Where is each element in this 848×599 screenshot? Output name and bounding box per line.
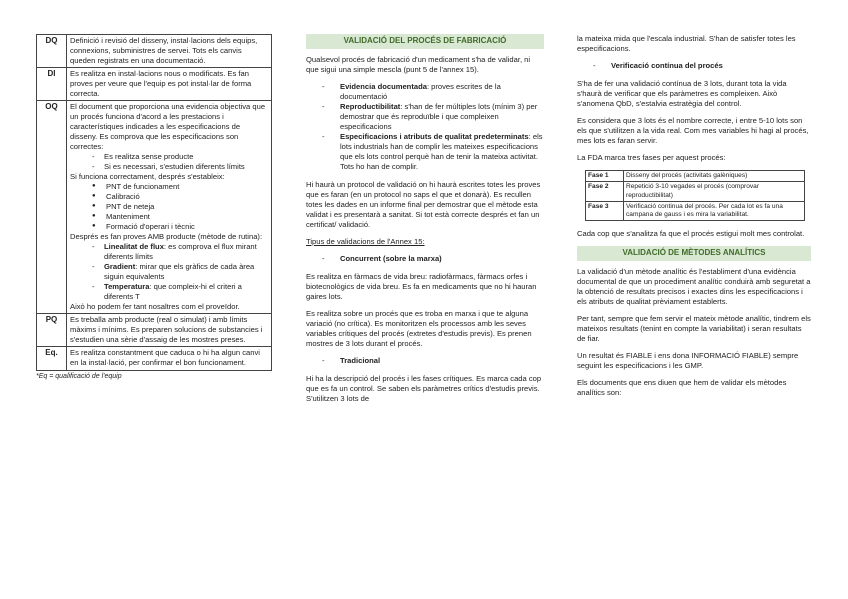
row-text: Es realitza constantment que caduca o hi ha algun canvi en la instal·lació, per confirmar el bon funcionament. — [67, 347, 272, 370]
requirements-list — [322, 82, 544, 172]
text-run: FIABLE — [625, 351, 653, 360]
list-item: ● Manteniment — [92, 212, 268, 222]
item-desc: : s'han de fer múltiples lots (mínim 3) per demostrar que és reproduïble i que compleixen especificacions — [340, 101, 538, 131]
annex-title: Tipus de validacions de l'Annex 15: — [306, 236, 425, 246]
test-desc: : es comprova el flux mirant diferents límits — [104, 242, 257, 262]
text-run: INFORMACIÓ FIABLE — [691, 351, 769, 360]
paragraph: La validació d'un mètode analític és l'establiment d'una evidència documental de que un procediment analític conduirà amb seguretat a la obtenció de resultats precisos i exactes dins les especificacions i els atributs de qualitat prèviament establerts. — [577, 266, 811, 306]
item-desc: : els lots industrials han de complir les mateixes especificacions que els lots control perquè han de tenir la mateixa activitat. Tots ho han de complir. — [340, 131, 543, 171]
test-term: Linealitat de flux — [104, 242, 164, 252]
list-item — [92, 262, 268, 282]
row-key: DI — [37, 68, 67, 101]
item-desc: : proves escrites de la documentació — [340, 81, 501, 101]
oq-tests — [92, 242, 268, 302]
test-desc: : que compleix-hi el criteri a diferents T — [104, 282, 242, 302]
traditional-subheading: - Tradicional — [322, 356, 544, 366]
qualification-table — [36, 34, 272, 371]
row-key: PQ — [37, 314, 67, 347]
item-term: Reproductibilitat — [340, 101, 401, 111]
paragraph: Hi ha la descripció del procés i les fases crítiques. Es marca cada cop que es fa un control. Se saben els paràmetres crítics d'estudis previs. S'utilitzen 3 lots de — [306, 373, 542, 403]
table-row — [586, 182, 805, 201]
oq-then: Després es fan proves AMB producte (mètode de rutina): — [70, 232, 263, 242]
qualification-column — [36, 34, 272, 381]
table-row — [37, 347, 272, 370]
paragraph: La FDA marca tres fases per aquest procés: — [577, 153, 726, 163]
oq-after: Si funciona correctament, després s'estableix: — [70, 172, 225, 182]
list-item: ● PNT de funcionament — [92, 182, 268, 192]
row-text: Es treballa amb producte (real o simulat) i amb límits màxims i mínims. Es preparen solucions de substancies i s'estudien una sèrie d'assaig de les mostres preses. — [67, 314, 272, 347]
list-item: ● Formació d'operari i tècnic — [92, 222, 268, 232]
oq-established — [92, 182, 268, 232]
paragraph: Es considera que 3 lots és el nombre correcte, i entre 5-10 lots son els que s'utilitzen a la vida real. Com mes variables hi hagi al procés, mes lots es faran servir. — [577, 116, 809, 146]
list-item — [92, 282, 268, 302]
text-run: Un resultat és — [577, 351, 626, 360]
row-key: DQ — [37, 35, 67, 68]
paragraph — [577, 351, 811, 371]
text-run: i ens dona — [652, 351, 692, 360]
phase-desc: Disseny del procés (activitats galèniques) — [624, 171, 805, 182]
list-item — [322, 102, 544, 132]
table-row — [37, 314, 272, 347]
table-row — [586, 201, 805, 220]
list-item: ● Calibració — [92, 192, 268, 202]
row-key: OQ — [37, 101, 67, 314]
phase-desc: Verificació continua del procés. Per cada lot es fa una campana de gauss i es mira la variabilitat. — [624, 201, 805, 220]
paragraph: Es realitza sobre un procés que es troba en marxa i que te alguna variació (no crítica). Es monitoritzen els processos amb les seves variables crítiques del procés (extretes d'estudis previs). Es prenen mostres de 3 lots durant el procés. — [306, 308, 532, 348]
oq-intro: El document que proporciona una evidencia objectiva que un procés funciona d'acord a les prestacions i característiques indicades a les especificacions de disseny. Es comprova que les especificacions son correctes: — [70, 102, 266, 152]
list-item — [92, 242, 268, 262]
list-item — [322, 82, 544, 102]
item-term: Especificacions i atributs de qualitat predeterminats — [340, 131, 529, 141]
table-row — [37, 101, 272, 314]
paragraph: Per tant, sempre que fem servir el mateix mètode analític, tindrem els mateixos resultats (tenint en compte la variabilitat) i seran resultats de fiar. — [577, 313, 811, 343]
list-item: - Si es necessari, s'estudien diferents límits — [92, 162, 268, 172]
list-item: ● PNT de neteja — [92, 202, 268, 212]
process-validation-column — [306, 34, 544, 411]
item-term: Evidencia documentada — [340, 81, 427, 91]
table-row — [37, 68, 272, 101]
phase-key: Fase 1 — [586, 171, 624, 182]
oq-checks — [92, 152, 268, 172]
section-heading: VALIDACIÓ DEL PROCÉS DE FABRICACIÓ — [306, 34, 544, 49]
paragraph: Qualsevol procés de fabricació d'un medicament s'ha de validar, ni que sigui una simple mescla (punt 5 de l'annex 15). — [306, 54, 531, 74]
oq-closing: Això ho podem fer tant nosaltres com el proveïdor. — [70, 302, 240, 312]
phase-key: Fase 2 — [586, 182, 624, 201]
paragraph: la mateixa mida que l'escala industrial. S'han de satisfer totes les especificacions. — [577, 34, 796, 54]
paragraph: Els documents que ens diuen que hem de validar els mètodes analítics son: — [577, 378, 787, 398]
paragraph: Es realitza en fàrmacs de vida breu: radiofàrmacs, fàrmacs orfes i biotecnològics de vida breu. Es fa en medicaments que no hi hauran gaires lots. — [306, 271, 537, 301]
table-row — [586, 171, 805, 182]
list-item: - Es realitza sense producte — [92, 152, 268, 162]
phase-key: Fase 3 — [586, 201, 624, 220]
list-item — [322, 132, 544, 172]
fda-phases-table — [585, 170, 805, 221]
row-text: Definició i revisió del disseny, instal·lacions dels equips, connexions, subministres de servei. Tots els canvis queden registrats en una documentació. — [67, 35, 272, 68]
phase-desc: Repetició 3-10 vegades el procés (comprovar reproductibilitat) — [624, 182, 805, 201]
row-key: Eq. — [37, 347, 67, 370]
table-row — [37, 35, 272, 68]
text-run: ) sempre seguint les especificacions i les GMP. — [577, 351, 799, 371]
section-heading: VALIDACIÓ DE MÈTODES ANALÍTICS — [577, 246, 811, 261]
paragraph: S'ha de fer una validació contínua de 3 lots, durant tota la vida s'haurà de verificar que els paràmetres es compleixen. Això s'anomena QbD, s'estalvia estratègia del control. — [577, 79, 787, 109]
row-text: Es realitza en instal·lacions nous o modificats. Es fan proves per veure que l'equip es pot instal·lar de forma correcta. — [67, 68, 272, 101]
paragraph: Hi haurà un protocol de validació on hi haurà escrites totes les proves que es faran (en un protocol no saps el que et donarà). Es recullen totes les dades en un informe final per demostrar que el mètode esta validat i es presentarà a sanitat. Si tot està correcte després et fan un certificat/ validació. — [306, 179, 541, 229]
analytical-methods-column — [577, 34, 811, 405]
table-footnote: *Eq = qualificació de l'equip — [36, 372, 122, 380]
continuous-subheading: - Verificació contínua del procés — [593, 61, 811, 71]
test-desc: : mirar que els gràfics de cada àrea siguin equivalents — [104, 262, 255, 282]
oq-cell — [67, 101, 272, 314]
test-term: Temperatura — [104, 282, 150, 292]
concurrent-subheading: - Concurrent (sobre la marxa) — [322, 254, 544, 264]
paragraph: Cada cop que s'analitza fa que el procés estigui molt mes controlat. — [577, 229, 805, 239]
test-term: Gradient — [104, 262, 136, 272]
